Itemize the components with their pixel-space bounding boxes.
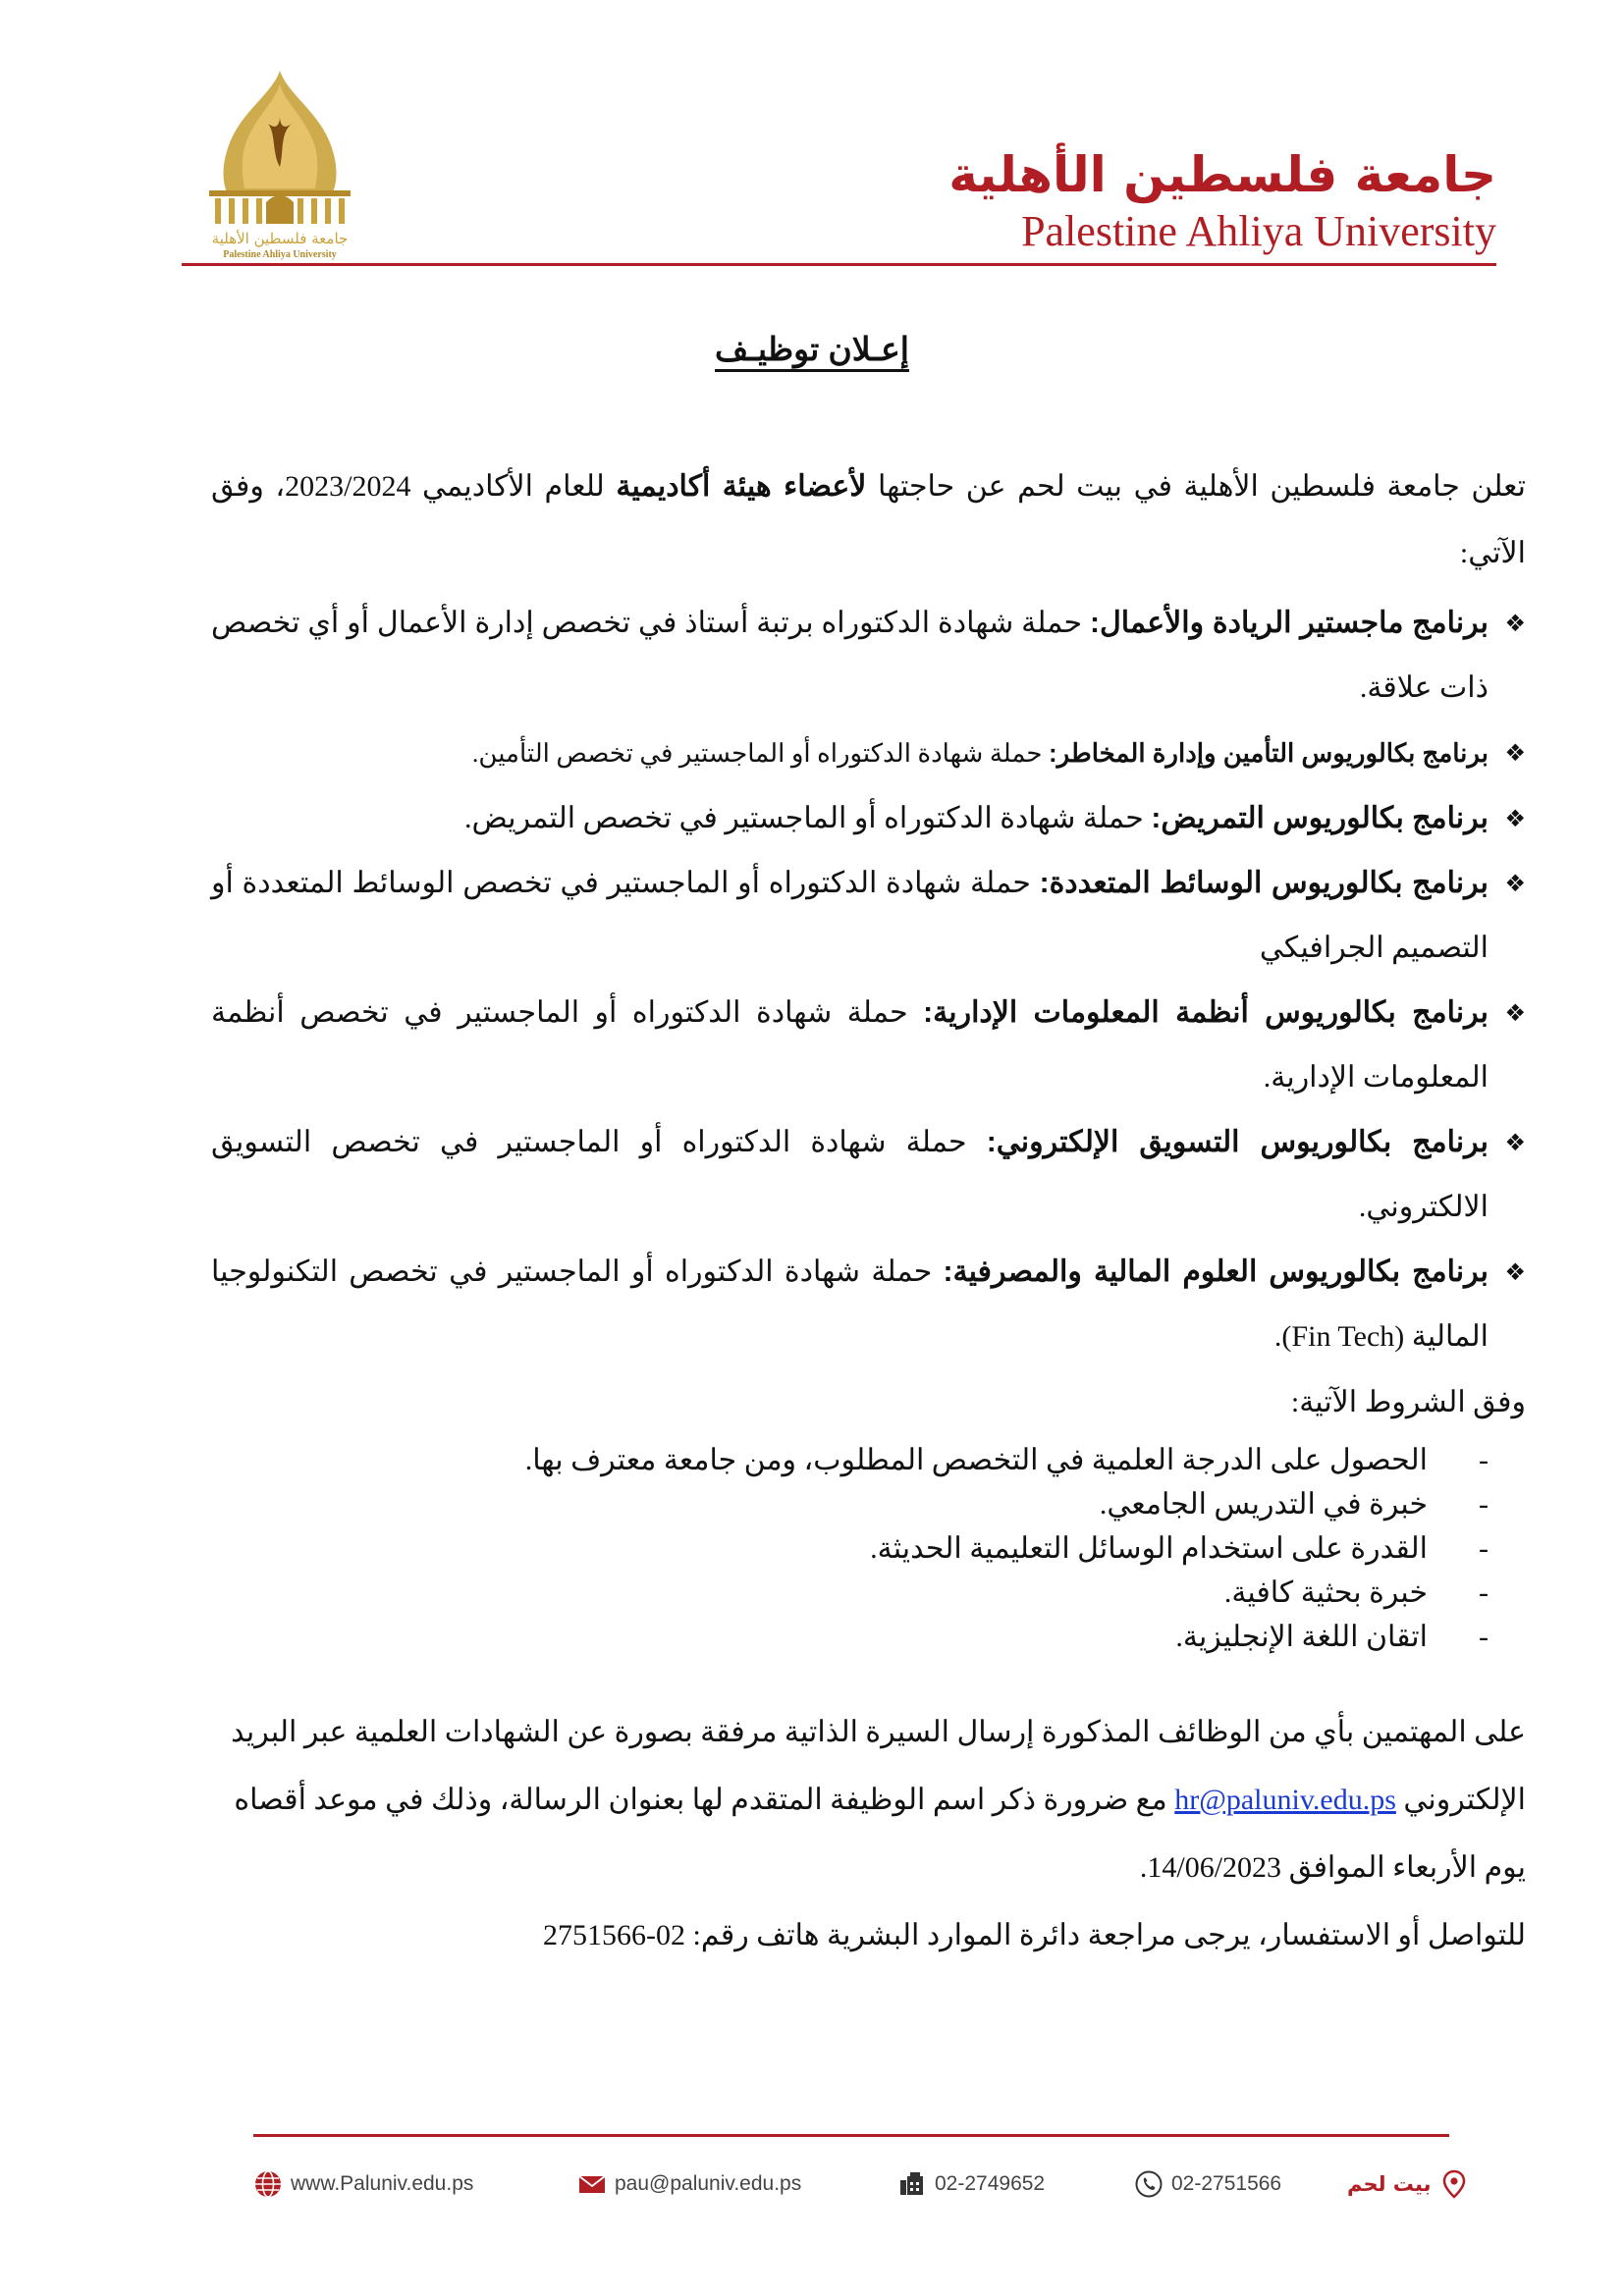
intro-bold-text: لأعضاء هيئة أكاديمية (616, 470, 867, 503)
diamond-bullet-icon: ❖ (1504, 1258, 1526, 1286)
program-description: حملة شهادة الدكتوراه أو الماجستير في تخصص أنظمة المعلومات الإدارية. (211, 996, 1489, 1094)
brand-name-en: Palestine Ahliya University (1021, 207, 1496, 255)
intro-text-part2: للعام الأكاديمي 2023/2024، وفق الآتي: (211, 470, 1526, 569)
diamond-bullet-icon: ❖ (1504, 1129, 1526, 1156)
condition-text: خبرة بحثية كافية. (1223, 1576, 1428, 1609)
condition-text: اتقان اللغة الإنجليزية. (1175, 1621, 1428, 1653)
program-description: حملة شهادة الدكتوراه أو الماجستير في تخصص التأمين. (471, 739, 1049, 768)
program-item (211, 1240, 1526, 1369)
program-description: حملة شهادة الدكتوراه برتبة أستاذ في تخصص إدارة الأعمال أو أي تخصص ذات علاقة. (211, 607, 1489, 704)
apply-text-part1: على المهتمين بأي من الوظائف المذكورة إرسال السيرة الذاتية مرفقة بصورة عن الشهادات العلمية عبر البريد الإلكتروني (231, 1716, 1526, 1816)
footer-fax-text: 02-2749652 (935, 2172, 1046, 2195)
program-name: برنامج بكالوريوس أنظمة المعلومات الإدارية: (923, 996, 1489, 1029)
dash-bullet: - (1479, 1444, 1489, 1476)
conditions-list (211, 1438, 1526, 1659)
diamond-bullet-icon: ❖ (1504, 805, 1526, 832)
emblem-text-en: Palestine Ahliya University (223, 249, 337, 260)
dash-bullet: - (1479, 1576, 1489, 1609)
program-item (211, 981, 1526, 1110)
application-paragraph (211, 1698, 1526, 1901)
diamond-bullet-icon: ❖ (1504, 739, 1526, 767)
globe-icon (253, 2169, 283, 2199)
condition-item (211, 1482, 1489, 1526)
conditions-heading: وفق الشروط الآتية: (1290, 1386, 1526, 1418)
footer-location (1347, 2169, 1469, 2199)
condition-item (211, 1438, 1489, 1482)
dash-bullet: - (1479, 1488, 1489, 1521)
diamond-bullet-icon: ❖ (1504, 870, 1526, 897)
program-name: برنامج بكالوريوس التسويق الإلكتروني: (986, 1126, 1489, 1158)
hr-email-link[interactable]: hr@paluniv.edu.ps (1174, 1784, 1396, 1816)
program-item (211, 591, 1526, 721)
footer-phone-text: 02-2751566 (1171, 2172, 1282, 2195)
footer-website[interactable] (253, 2169, 473, 2199)
diamond-bullet-icon: ❖ (1504, 610, 1526, 637)
brand-name-ar: جامعة فلسطين الأهلية (948, 146, 1496, 203)
program-name: برنامج بكالوريوس التمريض: (1151, 802, 1489, 834)
fax-icon (897, 2169, 927, 2199)
program-name: برنامج بكالوريوس الوسائط المتعددة: (1039, 867, 1489, 899)
footer-email[interactable] (577, 2169, 801, 2199)
dash-bullet: - (1479, 1621, 1489, 1653)
diamond-bullet-icon: ❖ (1504, 999, 1526, 1027)
condition-item (211, 1526, 1489, 1571)
program-name: برنامج بكالوريوس التأمين وإدارة المخاطر: (1049, 738, 1489, 768)
footer-location-text: بيت لحم (1347, 2172, 1432, 2196)
announcement-body (211, 454, 1526, 1969)
apply-text-part2: مع ضرورة ذكر اسم الوظيفة المتقدم لها بعنوان الرسالة، وذلك في موعد أقصاه يوم الأربعاء الموافق 14/06/2023. (234, 1784, 1526, 1884)
programs-list (211, 591, 1526, 1369)
intro-paragraph (211, 454, 1526, 587)
header-divider (182, 263, 1496, 266)
program-item (211, 851, 1526, 981)
program-item (211, 786, 1526, 851)
phone-icon (1134, 2169, 1164, 2199)
footer-website-text: www.Paluniv.edu.ps (291, 2172, 474, 2195)
condition-item (211, 1615, 1489, 1659)
university-emblem-logo (182, 65, 378, 261)
emblem-text-ar: جامعة فلسطين الأهلية (211, 230, 349, 247)
program-description: حملة شهادة الدكتوراه أو الماجستير في تخصص التمريض. (464, 802, 1152, 834)
footer-email-text: pau@paluniv.edu.ps (615, 2172, 802, 2195)
program-item (211, 1110, 1526, 1240)
program-description: حملة شهادة الدكتوراه أو الماجستير في تخصص الوسائط المتعددة أو التصميم الجرافيكي (211, 867, 1489, 964)
location-pin-icon (1439, 2169, 1469, 2199)
footer-contact-bar (253, 2169, 1467, 2209)
footer-phone[interactable] (1134, 2169, 1281, 2199)
condition-text: خبرة في التدريس الجامعي. (1099, 1488, 1428, 1521)
condition-text: القدرة على استخدام الوسائل التعليمية الحديثة. (870, 1532, 1428, 1565)
program-description: حملة شهادة الدكتوراه أو الماجستير في تخصص التكنولوجيا المالية (Fin Tech). (211, 1255, 1489, 1353)
program-name: برنامج ماجستير الريادة والأعمال: (1090, 607, 1489, 639)
condition-item (211, 1571, 1489, 1615)
intro-text-part1: تعلن جامعة فلسطين الأهلية في بيت لحم عن حاجتها (866, 470, 1526, 503)
brand-wordmark (947, 145, 1496, 257)
footer-fax (897, 2169, 1045, 2199)
condition-text: الحصول على الدرجة العلمية في التخصص المطلوب، ومن جامعة معترف بها. (524, 1444, 1428, 1476)
contact-paragraph: للتواصل أو الاستفسار، يرجى مراجعة دائرة الموارد البشرية هاتف رقم: 02-2751566 (543, 1919, 1526, 1951)
program-name: برنامج بكالوريوس العلوم المالية والمصرفية: (943, 1255, 1489, 1288)
announcement-title: إعـلان توظيـف (715, 331, 909, 367)
program-description: حملة شهادة الدكتوراه أو الماجستير في تخصص التسويق الالكتروني. (211, 1126, 1489, 1223)
footer-divider (253, 2134, 1449, 2137)
dash-bullet: - (1479, 1532, 1489, 1565)
program-item (211, 721, 1526, 786)
envelope-icon (577, 2169, 607, 2199)
